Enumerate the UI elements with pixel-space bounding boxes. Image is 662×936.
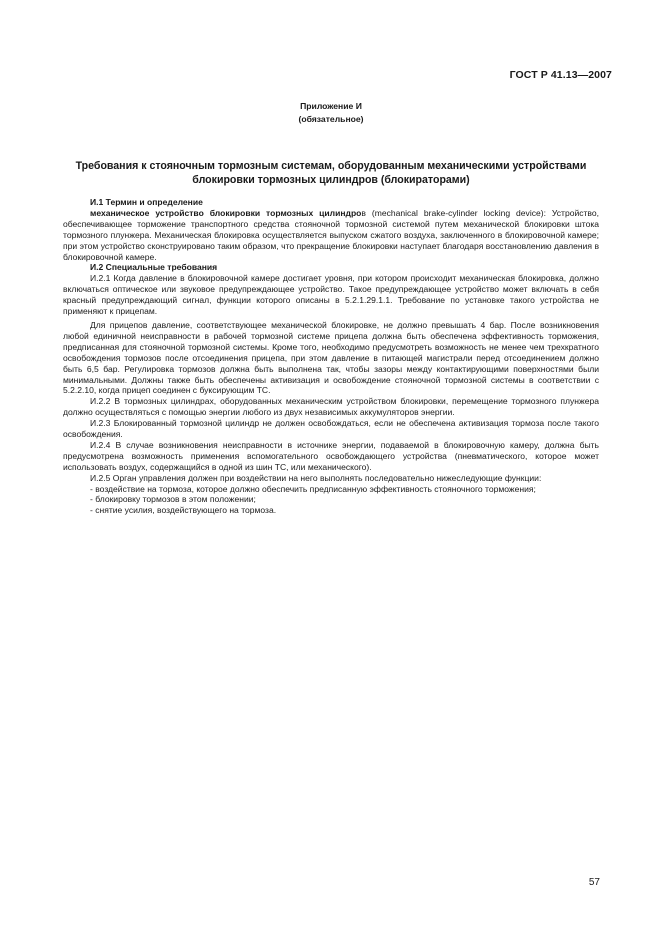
appendix-heading	[0, 100, 662, 125]
definition-text: в (mechanical brake-cylinder locking device): Устройство, обеспечивающее торможение транспортного средства стояночной тормозной системой путем механической блокировки штока тормозного плунжера. Механическая блокировка осуществляется выпуском сжатого воздуха, заключенного в блокировочной камере; при этом устройство сконструировано таким образом, что прекращение блокировки наступает благодаря восстановлению давления в блокировочной камере.	[63, 207, 599, 262]
title-line-2: блокировки тормозных цилиндров (блокираторами)	[192, 174, 470, 186]
paragraph-2-1-trailers: Для прицепов давление, соответствующее механической блокировке, не должно превышать 4 бар. После возникновения любой единичной неисправности в рабочей тормозной системе прицепа должна быть обеспечена эффективность торможения, предписанная для стояночной тормозной системы. Кроме того, необходимо предусмотреть возможность не менее чем трехкратного освобождения тормозов после отсоединения прицепа, при этом давление в питающей магистрали перед отсоединением должно быть 6,5 бар. Регулировка тормозов должна быть выполнена так, чтобы зазоры между контактирующими поверхностями были минимальными. Должны также быть обеспечены активизация и освобождение стояночной тормозной системы в соответствии с 5.2.2.10, когда прицеп соединен с буксирующим ТС.	[63, 319, 599, 396]
defined-term: механическое устройство блокировки тормозных цилиндро	[90, 207, 362, 218]
list-item: - воздействие на тормоза, которое должно обеспечить предписанную эффективность стояночного торможения;	[90, 483, 536, 494]
paragraph-2-2: И.2.2 В тормозных цилиндрах, оборудованных механическим устройством блокировки, перемещение тормозного плунжера должно осуществляться с помощью энергии любого из двух независимых аккумуляторов энергии.	[63, 396, 599, 418]
standard-number: ГОСТ Р 41.13—2007	[509, 69, 612, 81]
section-1-heading: И.1 Термин и определение	[90, 197, 203, 207]
paragraph-2-1: И.2.1 Когда давление в блокировочной камере достигает уровня, при котором происходит механическая блокировка, должно включаться оптическое или звуковое предупреждающее устройство. Такое предупреждающее устройство может включать в себя красный предупреждающий сигнал, функции которого описаны в 5.2.1.29.1.1. Требование по установке такого устройства не применяют к прицепам.	[63, 273, 599, 317]
section-2-heading: И.2 Специальные требования	[90, 262, 218, 273]
title-line-1: Требования к стояночным тормозным системам, оборудованным механическими устройствами	[75, 160, 587, 172]
document-body	[63, 197, 599, 516]
appendix-status: (обязательное)	[298, 113, 364, 124]
paragraph-2-5: И.2.5 Орган управления должен при воздействии на него выполнять последовательно нижеследующие функции:	[90, 472, 542, 483]
page-number: 57	[588, 877, 600, 888]
paragraph-2-4: И.2.4 В случае возникновения неисправности в источнике энергии, подаваемой в блокировочную камеру, должна быть предусмотрена возможность применения вспомогательного освобождающего устройства (пневматического, которое может использовать воздух, содержащийся в одной из шин ТС, или механического).	[63, 439, 599, 472]
appendix-title: Приложение И	[300, 101, 362, 111]
document-title	[50, 159, 612, 187]
list-item: - блокировку тормозов в этом положении;	[90, 494, 256, 505]
paragraph-2-3: И.2.3 Блокированный тормозной цилиндр не должен освобождаться, если не обеспечена активизация тормоза после такого освобождения.	[63, 418, 599, 440]
list-item: - снятие усилия, воздействующего на тормоза.	[90, 505, 277, 516]
definition-paragraph	[63, 208, 599, 263]
